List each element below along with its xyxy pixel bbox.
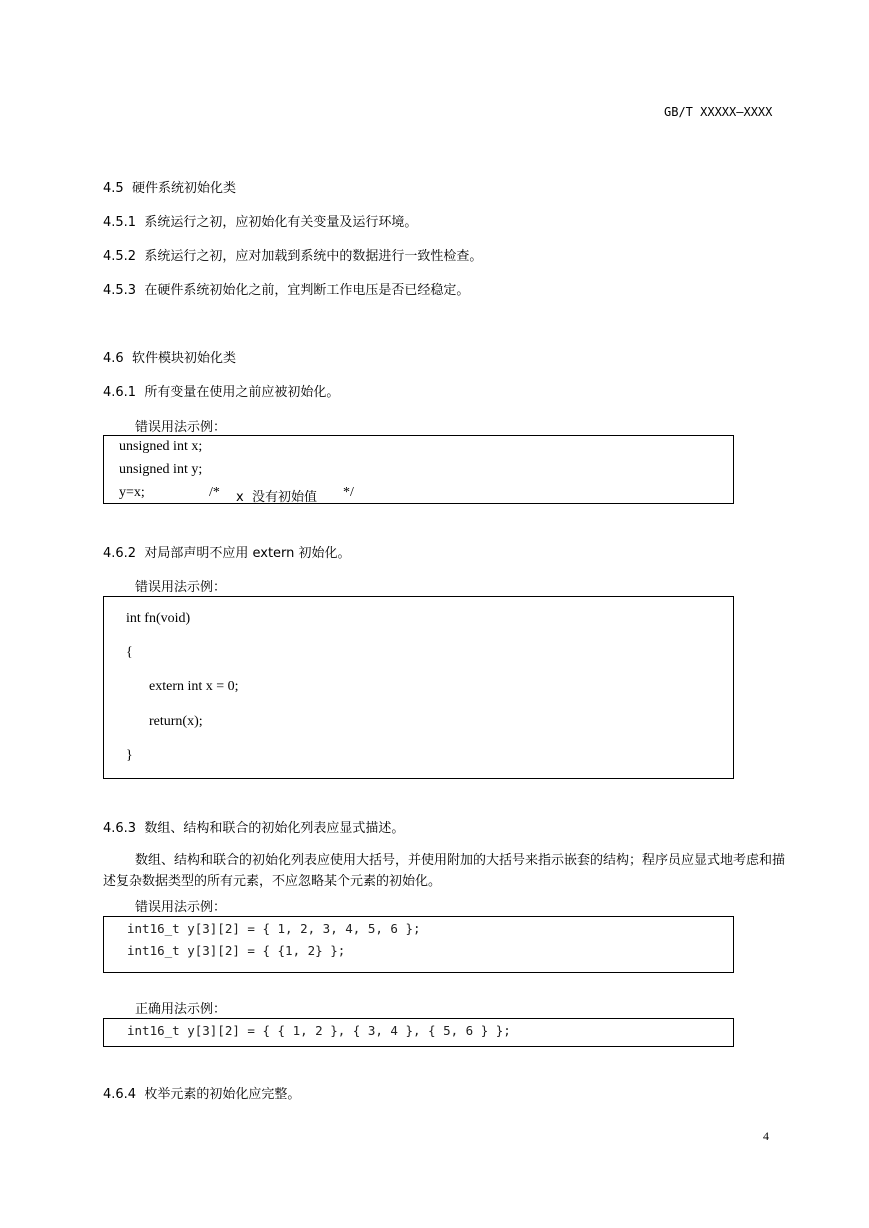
clause-4-6-1: 4.6.1 所有变量在使用之前应被初始化。 — [103, 385, 340, 400]
code-line: return(x); — [149, 714, 203, 729]
code-box-extern — [103, 596, 734, 779]
clause-4-6-4: 4.6.4 枚举元素的初始化应完整。 — [103, 1087, 301, 1102]
clause-4-5-2: 4.5.2 系统运行之初，应对加载到系统中的数据进行一致性检查。 — [103, 249, 483, 264]
clause-4-5-1: 4.5.1 系统运行之初，应初始化有关变量及运行环境。 — [103, 215, 418, 230]
code-line: int fn(void) — [126, 611, 191, 626]
code-line: int16_t y[3][2] = { 1, 2, 3, 4, 5, 6 }; — [127, 921, 421, 936]
code-line: int16_t y[3][2] = { { 1, 2 }, { 3, 4 }, { 5, 6 } }; — [127, 1023, 511, 1038]
code-line: unsigned int y; — [119, 462, 203, 477]
code-line: extern int x = 0; — [149, 679, 239, 694]
standard-code: GB/T XXXXX—XXXX — [664, 105, 773, 119]
code-box-wrong-init-list — [103, 916, 734, 973]
code-comment-open: /* — [209, 485, 220, 500]
wrong-example-label: 错误用法示例： — [135, 580, 227, 595]
code-comment-text: x 没有初始值 — [236, 490, 317, 505]
code-comment-close: */ — [343, 485, 354, 500]
wrong-example-label: 错误用法示例： — [135, 900, 227, 915]
section-4-5-heading: 4.5 硬件系统初始化类 — [103, 181, 236, 196]
code-line: int16_t y[3][2] = { {1, 2} }; — [127, 943, 346, 958]
code-box-correct-init-list — [103, 1018, 734, 1047]
code-line: } — [126, 748, 133, 763]
page-number: 4 — [763, 1129, 769, 1143]
clause-4-5-3: 4.5.3 在硬件系统初始化之前，宜判断工作电压是否已经稳定。 — [103, 283, 470, 298]
code-line: { — [126, 645, 133, 660]
correct-example-label: 正确用法示例： — [135, 1002, 227, 1017]
code-line: y=x; — [119, 485, 145, 500]
clause-4-6-3: 4.6.3 数组、结构和联合的初始化列表应显式描述。 — [103, 821, 405, 836]
clause-4-6-2: 4.6.2 对局部声明不应用 extern 初始化。 — [103, 546, 351, 561]
clause-4-6-3-paragraph: 数组、结构和联合的初始化列表应使用大括号，并使用附加的大括号来指示嵌套的结构；程序员应显式地考虑和描述复杂数据类型的所有元素，不应忽略某个元素的初始化。 — [103, 853, 786, 889]
section-4-6-heading: 4.6 软件模块初始化类 — [103, 351, 236, 366]
wrong-example-label: 错误用法示例： — [135, 420, 227, 435]
code-box-uninitialized — [103, 435, 734, 504]
code-line: unsigned int x; — [119, 439, 203, 454]
